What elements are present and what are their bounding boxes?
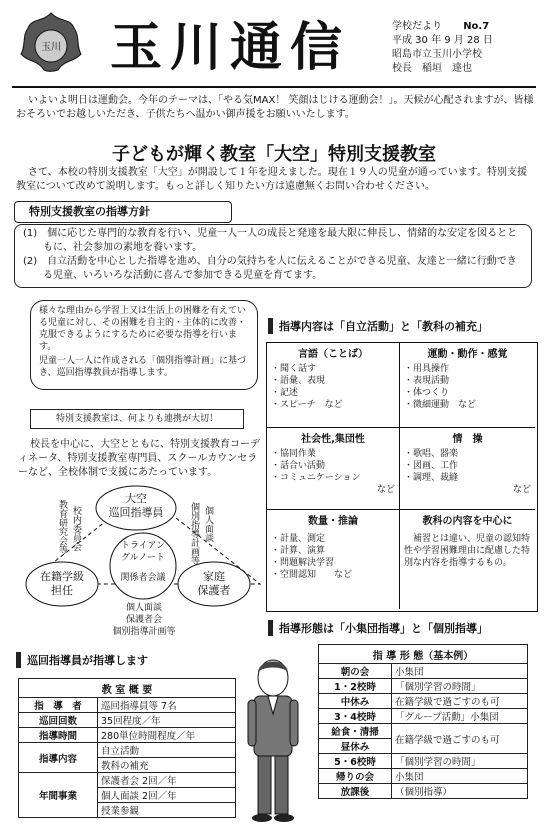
table-row: [319, 724, 528, 739]
content-item: ・計量、測定: [271, 534, 326, 544]
table-row: [319, 769, 528, 784]
diagram-center-2: グルノート: [120, 553, 166, 563]
form-time: 朝の会: [319, 664, 392, 679]
cooperation-label-text: 特別支援教室は、何よりも連携が大切！: [55, 414, 218, 424]
content-head-emotion: 情 操: [452, 434, 483, 445]
intro-text: いよいよ明日は運動会。今年のテーマは、「やる気MAX！ 笑顔はじける運動会！」。天候が心配されますが、皆様おそろいでお越しいただき、子供たちへ温かい御声援をお願いいたします。: [16, 95, 534, 120]
diagram-right-vertical-2: 個人面談: [203, 506, 213, 542]
content-item: ・語彙、表現: [271, 376, 326, 386]
tour-label: 指導内容: [19, 743, 98, 773]
form-time: 5・6校時: [319, 754, 392, 769]
content-item: ・調理、裁縫: [404, 473, 459, 483]
content-item: ・計算、演算: [271, 546, 326, 556]
policy-item-2: (2) 自立活動を中心とした指導を進め、自分の気持ちを人に伝えることができる児童、友達と一緒に行動できる児童、いろいろな活動に喜んで参加できる児童を育てます。: [23, 256, 517, 281]
content-head-subjects: 教科の内容を中心に: [422, 516, 513, 527]
diagram-center-1: トライアン: [120, 541, 166, 551]
diagram-left-vertical-2: 教育研究会等: [57, 500, 67, 554]
policy-title-box: [14, 201, 232, 223]
emblem-text: 玉川: [41, 42, 61, 53]
content-item: ・協同作業: [271, 449, 317, 459]
form-time: 帰りの会: [319, 769, 392, 784]
table-row: [319, 679, 528, 694]
tour-value: 自立活動: [98, 743, 236, 758]
content-item: など: [512, 485, 531, 495]
tour-label: 巡回回数: [19, 713, 98, 728]
diagram-left-label-2: 担任: [51, 584, 73, 597]
content-section-title: 指導内容は「自立活動」と「教科の補充」: [268, 318, 541, 334]
diagram-right-label-2: 保護者: [197, 584, 231, 597]
form-time: 放課後: [319, 784, 392, 799]
form-time: 給食・清掃: [319, 724, 392, 739]
content-grid: [266, 342, 538, 612]
form-type: 「グループ活動」小集団: [392, 709, 528, 724]
bubble-text-2: 児童一人一人に作成される「個別指導計画」に基づき、巡回指導教員が指導します。: [39, 356, 247, 378]
content-item: ・聞く話す: [271, 364, 317, 374]
form-type: （個別指導）: [392, 784, 528, 799]
cooperation-label: [30, 409, 244, 429]
table-row: [19, 743, 236, 758]
diagram-center-3: 関係者会議: [120, 573, 166, 583]
policy-title: 特別支援教室の指導方針: [29, 205, 150, 218]
table-row: [19, 698, 236, 713]
bubble-text-1: 様々な理由から学習上又は生活上の困難を有えている児童に対し、その困難を自主的・主体的に改善・克服できるようにするために必要な指導を行います。: [39, 306, 247, 352]
tour-table: [18, 678, 236, 818]
tour-value: 保護者会 2回／年: [98, 773, 236, 788]
form-time: 中休み: [319, 694, 392, 709]
tour-label: 指 導 者: [19, 698, 98, 713]
content-item: など: [376, 485, 395, 495]
tour-label: 年間事業: [19, 773, 98, 818]
form-time: 3・4校時: [319, 709, 392, 724]
diagram-top-label-2: 巡回指導員: [108, 506, 164, 519]
teacher-illustration: [240, 656, 306, 826]
school-emblem: [18, 10, 84, 76]
content-head-math: 数量・推論: [308, 516, 358, 527]
tour-section-title: 巡回指導員が指導します: [16, 652, 247, 668]
speech-bubble: [30, 300, 258, 390]
tour-value: 個人面談 2回／年: [98, 788, 236, 803]
table-row: [319, 754, 528, 769]
issue-label: 学校だより: [392, 21, 442, 32]
content-item: ・用具操作: [404, 364, 450, 374]
diagram-right-label: 家庭: [203, 570, 225, 583]
diagram-bottom-1: 個人面談: [125, 603, 162, 613]
form-type: 在籍学級で過ごすのも可: [392, 724, 528, 754]
issue-number: No.7: [463, 21, 490, 32]
tour-value: 280単位時間程度／年: [98, 728, 236, 743]
school-name: 昭島市立玉川小学校: [392, 49, 482, 60]
lead-text: さて、本校の特別支援教室「大空」が開設して１年を迎えました。現在１９人の児童が通っています。特別支援教室について改めて説明します。もっと詳しく知りたい方は遠慮無くお問い合わせください。: [16, 167, 527, 192]
form-time: 1・2校時: [319, 679, 392, 694]
diagram-right-vertical: 個別指導計画等: [189, 502, 199, 565]
content-item: ・話合い活動: [271, 461, 326, 471]
newsletter-title: 玉川通信: [110, 17, 351, 78]
diagram-left-vertical: 校内委員会: [71, 506, 81, 551]
content-item: ・問題解決学習: [271, 558, 335, 568]
cooperation-text: 校長を中心に、大空とともに、特別支援教育コーディネータ、特別支援教室専門員、スクールカウンセラーなど、全校体制で支援にあたっています。: [18, 439, 260, 478]
support-diagram: [18, 484, 268, 644]
content-head-language: 言語（ことば）: [298, 349, 368, 360]
principal-name: 校長 稲垣 達也: [392, 63, 472, 74]
content-item: ・歌唱、器楽: [404, 449, 459, 459]
policy-box: [14, 224, 532, 288]
policy-item-1: (1) 個に応じた専門的な教育を行い、児童一人一人の成長と発達を最大限に伸長し、情緒的な安定を図るとともに、社会参加の素地を養います。: [23, 228, 518, 253]
form-section-title: 指導形態は「小集団指導」と「個別指導」: [268, 620, 541, 636]
table-row: [19, 773, 236, 788]
tour-value: 巡回指導員等 7名: [98, 698, 236, 713]
form-type: 小集団: [392, 664, 528, 679]
table-row: [319, 694, 528, 709]
tour-value: 教科の補充: [98, 758, 236, 773]
form-type: 「個別学習の時間」: [392, 754, 528, 769]
table-row: [319, 784, 528, 799]
form-time: 昼休み: [319, 739, 392, 754]
content-item: ・図画、工作: [404, 461, 459, 471]
form-table-title: 指 導 形 態（基本例）: [319, 645, 528, 664]
content-item: ・体つくり: [404, 388, 450, 398]
table-row: [319, 709, 528, 724]
diagram-top-label: 大空: [125, 492, 147, 505]
content-item: ・記述: [271, 388, 299, 398]
diagram-left-label: 在籍学級: [40, 570, 84, 583]
table-row: [319, 664, 528, 679]
content-item: ・空間認知 など: [271, 570, 353, 580]
content-item: ・コミュニケーション: [271, 473, 361, 483]
tour-label: 指導時間: [19, 728, 98, 743]
table-row: [19, 728, 236, 743]
table-row: [19, 713, 236, 728]
form-type: 在籍学級で過ごすのも可: [392, 694, 528, 709]
diagram-bottom-2: 保護者会: [125, 615, 162, 625]
tour-table-title: 教 室 概 要: [19, 679, 236, 698]
tour-value: 授業参観: [98, 803, 236, 818]
content-item: ・表現活動: [404, 376, 450, 386]
diagram-bottom-3: 個別指導計画等: [112, 627, 176, 637]
content-item: ・微細運動 など: [404, 400, 477, 410]
tour-value: 35回程度／年: [98, 713, 236, 728]
content-head-social: 社会性,集団性: [301, 434, 365, 445]
header-rule: [12, 86, 536, 88]
form-table: [318, 644, 528, 799]
form-type: 小集団: [392, 769, 528, 784]
form-type: 「個別学習の時間」: [392, 679, 528, 694]
content-item: ・スピーチ など: [271, 400, 343, 410]
headline: 子どもが輝く教室「大空」特別支援教室: [112, 144, 436, 165]
content-head-motion: 運動・動作・感覚: [427, 349, 508, 360]
issue-date: 平成 30 年 9 月 28 日: [392, 35, 493, 46]
content-item: 補習とは違い、児童の認知特性や学習困難理由に配慮した特別な内容を指導するもの。: [404, 534, 531, 568]
